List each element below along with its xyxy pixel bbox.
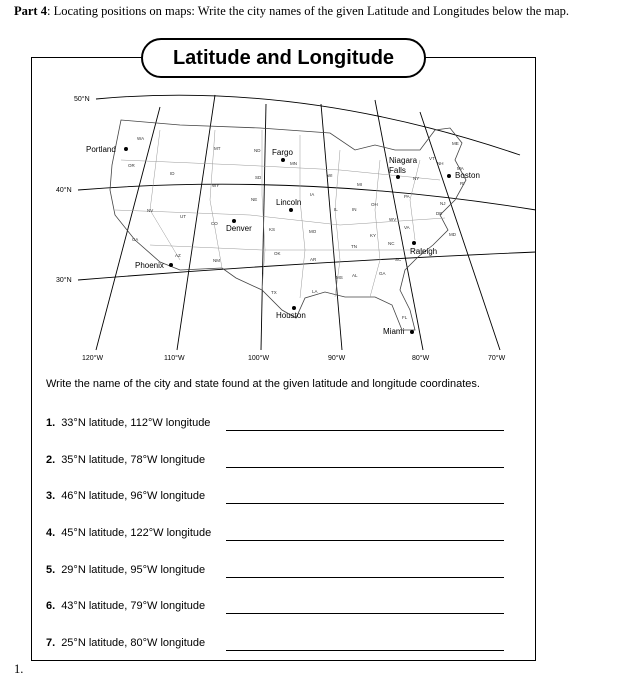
state-label: AL (352, 273, 358, 278)
state-label: WI (327, 173, 333, 178)
state-label: NJ (440, 201, 446, 206)
state-label: RI (460, 181, 465, 186)
state-label: OK (274, 251, 281, 256)
city-label-phoenix: Phoenix (135, 261, 164, 270)
city-label-lincoln: Lincoln (276, 198, 302, 207)
footer-number: 1. (14, 662, 24, 676)
question-text: 46°N latitude, 96°W longitude (61, 490, 206, 502)
lat-line-50 (96, 95, 520, 155)
state-label: TX (271, 290, 277, 295)
state-label: CO (211, 221, 218, 226)
state-label: MN (290, 161, 297, 166)
state-label: NH (437, 161, 444, 166)
city-dot-portland (124, 147, 128, 151)
lon-line-110 (177, 95, 215, 350)
city-dot-raleigh (412, 241, 416, 245)
city-dot-houston (292, 306, 296, 310)
lat-label-50: 50°N (74, 96, 90, 103)
lon-label-120: 120°W (82, 355, 104, 362)
city-label-miami: Miami (383, 327, 405, 336)
state-label: CA (132, 237, 139, 242)
state-label: NC (388, 241, 395, 246)
instructions: Write the name of the city and state found at the given latitude and longitude coordinates. (46, 378, 480, 390)
state-label: IN (352, 207, 357, 212)
state-label: MT (214, 146, 221, 151)
answer-line-1[interactable] (226, 430, 504, 431)
state-label: ND (254, 148, 261, 153)
city-dot-lincoln (289, 208, 293, 212)
city-label-niagara: Niagara (389, 156, 418, 165)
state-label: IA (310, 192, 315, 197)
city-label-denver: Denver (226, 224, 252, 233)
state-label: VT (429, 156, 435, 161)
state-label: MD (449, 232, 456, 237)
state-label: ME (452, 141, 459, 146)
question-number: 5. (46, 564, 56, 576)
question-5 (46, 564, 205, 576)
answer-line-4[interactable] (226, 540, 504, 541)
answer-line-6[interactable] (226, 613, 504, 614)
question-4 (46, 527, 211, 539)
question-6 (46, 600, 205, 612)
header-text: : Locating positions on maps: Write the city names of the given Latitude and Longitudes below the map. (46, 4, 570, 18)
state-label: TN (351, 244, 357, 249)
lon-line-120 (96, 107, 160, 350)
state-label: NE (251, 197, 258, 202)
question-number: 6. (46, 600, 56, 612)
lon-label-90: 90°W (328, 355, 346, 362)
state-label: SD (255, 175, 262, 180)
lat-label-30: 30°N (56, 277, 72, 284)
question-number: 3. (46, 490, 56, 502)
city-dot-denver (232, 219, 236, 223)
question-text: 29°N latitude, 95°W longitude (61, 564, 206, 576)
city-label-boston: Boston (455, 171, 480, 180)
lon-label-110: 110°W (164, 355, 185, 362)
state-label: OH (371, 202, 378, 207)
lon-label-100: 100°W (248, 355, 270, 362)
state-label: MA (457, 166, 464, 171)
city-dot-miami (410, 330, 414, 334)
question-number: 1. (46, 417, 56, 429)
answer-line-3[interactable] (226, 503, 504, 504)
question-number: 2. (46, 454, 56, 466)
lon-line-80 (375, 100, 423, 350)
state-label: KY (370, 233, 377, 238)
question-7 (46, 637, 205, 649)
city-dot-phoenix (169, 263, 173, 267)
question-number: 4. (46, 527, 56, 539)
state-label: WY (212, 183, 220, 188)
state-label: FL (402, 315, 408, 320)
state-label: UT (180, 214, 186, 219)
answer-line-7[interactable] (226, 650, 504, 651)
state-label: VA (404, 225, 410, 230)
state-label: WV (389, 217, 397, 222)
question-text: 43°N latitude, 79°W longitude (61, 600, 206, 612)
state-label: OR (128, 163, 135, 168)
state-label: ID (170, 171, 175, 176)
city-label-houston: Houston (276, 311, 306, 320)
question-text: 33°N latitude, 112°W longitude (61, 417, 211, 429)
state-label: MS (336, 275, 343, 280)
lat-line-40 (78, 184, 536, 210)
state-label: MI (357, 182, 362, 187)
map-title: Latitude and Longitude (141, 38, 426, 78)
state-label: KS (269, 227, 276, 232)
question-text: 35°N latitude, 78°W longitude (61, 454, 206, 466)
city-label-fargo: Fargo (272, 148, 293, 157)
state-label: AR (310, 257, 317, 262)
question-2 (46, 454, 205, 466)
state-label: NY (413, 176, 420, 181)
question-number: 7. (46, 637, 56, 649)
lon-line-90 (321, 104, 342, 350)
question-3 (46, 490, 205, 502)
question-1 (46, 417, 210, 429)
state-label: GA (379, 271, 386, 276)
state-label: WA (137, 136, 145, 141)
question-text: 25°N latitude, 80°W longitude (61, 637, 206, 649)
answer-line-2[interactable] (226, 467, 504, 468)
state-label: LA (312, 289, 318, 294)
state-label: NV (147, 208, 154, 213)
state-label: IL (334, 207, 338, 212)
city-label-falls: Falls (389, 166, 406, 175)
city-label-raleigh: Raleigh (410, 247, 438, 256)
city-dot-niagara (396, 175, 400, 179)
state-label: NM (213, 258, 220, 263)
question-text: 45°N latitude, 122°W longitude (61, 527, 212, 539)
state-label: DE (436, 211, 443, 216)
lat-label-40: 40°N (56, 187, 72, 194)
answer-line-5[interactable] (226, 577, 504, 578)
lon-label-80: 80°W (412, 355, 430, 362)
city-label-portland: Portland (86, 145, 116, 154)
part-label: Part 4 (14, 4, 47, 18)
city-dot-boston (447, 174, 451, 178)
city-dot-fargo (281, 158, 285, 162)
state-label: PA (404, 194, 410, 199)
state-label: MO (309, 229, 317, 234)
state-label: SC (395, 257, 402, 262)
state-label: AZ (175, 253, 181, 258)
lon-label-70: 70°W (488, 355, 506, 362)
